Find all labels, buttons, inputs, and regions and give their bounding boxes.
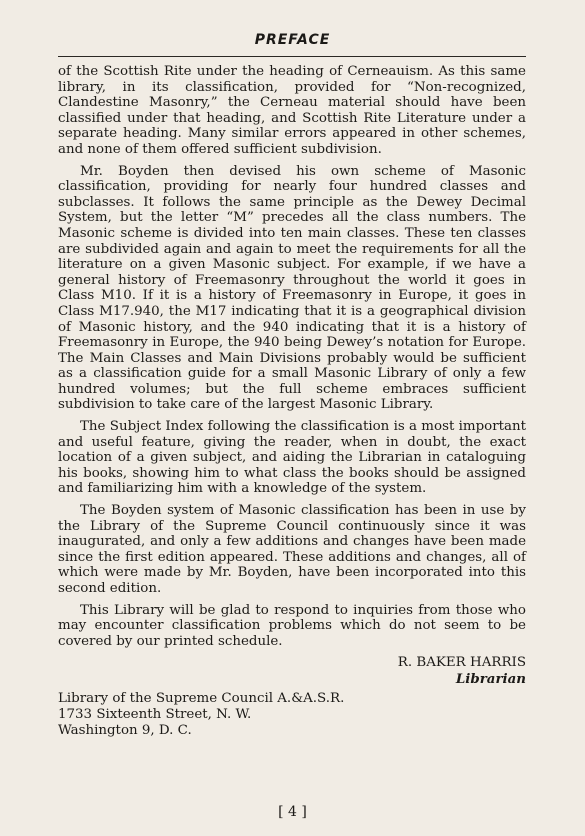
page-number: [ 4 ] [278,804,307,820]
preface-body [58,64,526,739]
signature-title: Librarian [455,671,526,688]
address-line-1: Library of the Supreme Council A.&A.S.R. [58,691,345,707]
paragraph-1: of the Scottish Rite under the heading of Cerneauism. As this same library, in its classification, provided for “Non-recognized, Clandestine Masonry,” the Cerneau material should have been classified under that heading, and Scottish Rite Literature under a separate heading. Many similar errors appeared in other schemes, and none of them offered sufficient subdivision. [58,64,526,157]
address-line-2: 1733 Sixteenth Street, N. W. [58,707,252,723]
signature-name: R. BAKER HARRIS [397,655,526,671]
paragraph-5: This Library will be glad to respond to inquiries from those who may encounter classification problems which do not seem to be covered by our printed schedule. [58,602,526,649]
header-rule [58,56,526,57]
paragraph-2: Mr. Boyden then devised his own scheme of Masonic classification, providing for nearly four hundred classes and subclasses. It follows the same principle as the Dewey Decimal System, but the letter “M” precedes all the class numbers. The Masonic scheme is divided into ten main classes. These ten classes are subdivided again and again to meet the requirements for all the literature on a given Masonic subject. For example, if we have a general history of Freemasonry throughout the world it goes in Class M10. If it is a history of Freemasonry in Europe, it goes in Class M17.940, the M17 indicating that it is a geographical division of Masonic history, and the 940 indicating that it is a history of Freemasonry in Europe, the 940 being Dewey’s notation for Europe. The Main Classes and Main Divisions probably would be sufficient as a classification guide for a small Masonic Library of only a few hundred volumes; but the full scheme embraces sufficient subdivision to take care of the largest Masonic Library. [58,163,526,413]
paragraph-4: The Boyden system of Masonic classification has been in use by the Library of the Supreme Council continuously since it was inaugurated, and only a few additions and changes have been made since the first edition appeared. These additions and changes, all of which were made by Mr. Boyden, have been incorporated into this second edition. [58,503,526,596]
page-header-title: PREFACE [254,32,331,48]
paragraph-3: The Subject Index following the classification is a most important and useful feature, giving the reader, when in doubt, the exact location of a given subject, and aiding the Librarian in cataloguing his books, showing him to what class the books should be assigned and familiarizing him with a knowledge of the system. [58,419,526,497]
address-line-3: Washington 9, D. C. [58,723,192,739]
